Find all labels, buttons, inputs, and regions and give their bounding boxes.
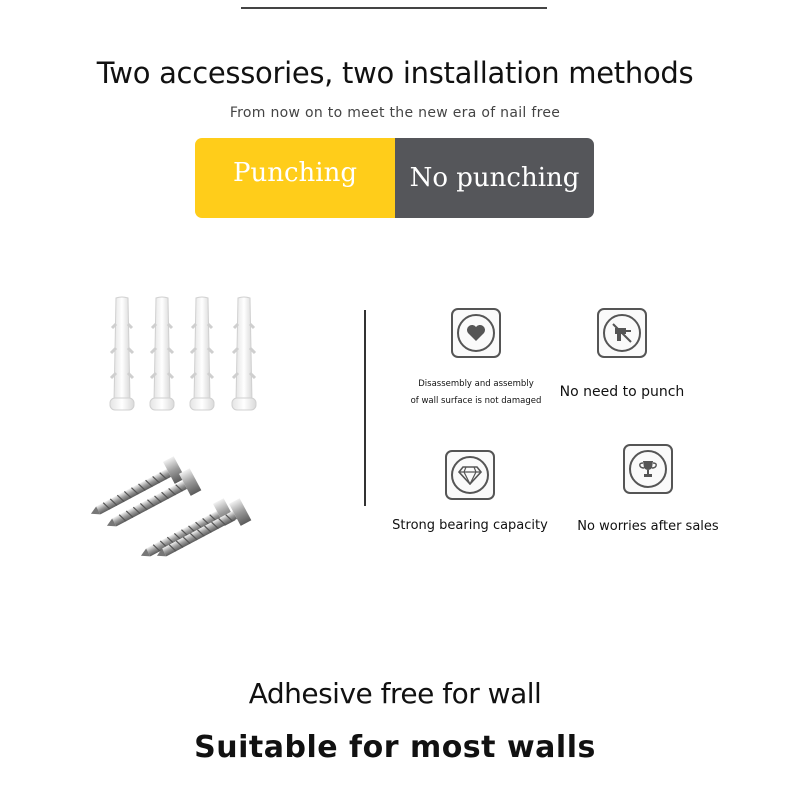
footer-line-1: Adhesive free for wall <box>248 677 542 710</box>
icon-frame <box>445 450 495 500</box>
trophy-icon <box>629 450 667 488</box>
tab-punching[interactable]: Punching <box>195 138 395 218</box>
feature-label-line-2: of wall surface is not damaged <box>410 396 542 406</box>
diamond-icon <box>451 456 489 494</box>
footer-line-2: Suitable for most walls <box>194 730 596 765</box>
feature-label-line-1: Disassembly and assembly <box>418 379 534 389</box>
feature-no-punch <box>532 308 712 400</box>
feature-label: No need to punch <box>559 384 685 400</box>
icon-frame <box>623 444 673 494</box>
heart-icon <box>457 314 495 352</box>
feature-label: Strong bearing capacity <box>392 518 548 533</box>
screws <box>88 456 251 560</box>
installation-method-tabs <box>195 138 594 218</box>
wall-anchor-plugs <box>110 297 256 410</box>
feature-after-sales <box>558 444 738 534</box>
vertical-divider <box>364 310 366 506</box>
feature-strong-bearing <box>380 450 560 533</box>
icon-frame <box>597 308 647 358</box>
anchors-and-screws-image <box>88 290 298 560</box>
no-drill-icon <box>603 314 641 352</box>
tab-no-punching[interactable]: No punching <box>395 138 594 218</box>
icon-frame <box>451 308 501 358</box>
feature-label: No worries after sales <box>577 519 719 534</box>
page-subtitle: From now on to meet the new era of nail free <box>229 105 561 121</box>
top-divider-line <box>241 7 547 9</box>
page-title: Two accessories, two installation methods <box>96 56 694 90</box>
